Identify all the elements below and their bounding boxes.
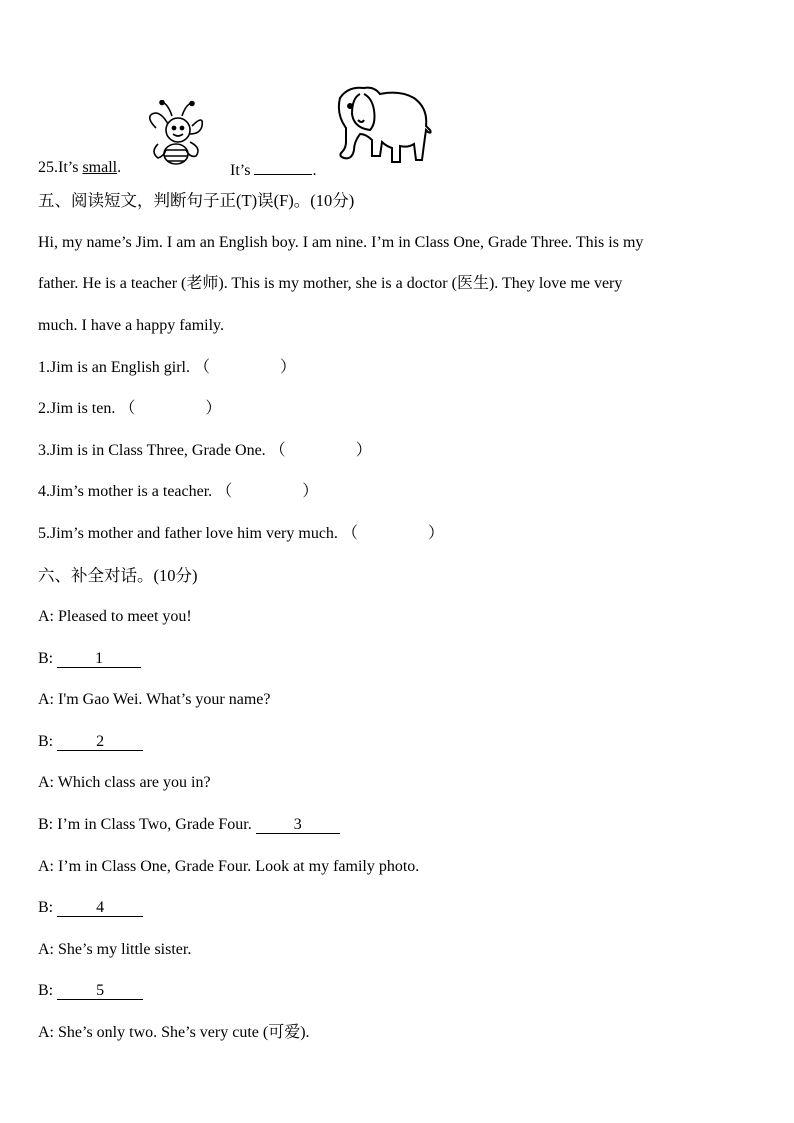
dialogue-line	[38, 773, 211, 793]
dialogue-line	[38, 815, 340, 835]
dialogue-line	[38, 940, 191, 960]
tf-question-text: 4.Jim’s mother is a teacher.	[38, 483, 213, 500]
answer-blank-1[interactable]: 1	[57, 651, 141, 668]
dialogue-text: I’m in Class Two, Grade Four.	[57, 816, 256, 833]
dialogue-line	[38, 898, 143, 918]
dialogue-text: I'm Gao Wei. What’s your name?	[58, 691, 271, 708]
passage-line-3: much. I have a happy family.	[38, 317, 225, 334]
paren-open: （	[269, 442, 286, 459]
dialogue-text: Which class are you in?	[57, 774, 211, 791]
speaker-label: B:	[38, 899, 58, 916]
q25-word: small	[82, 159, 118, 176]
question-25-second	[230, 158, 316, 181]
answer-parentheses[interactable]	[194, 358, 296, 378]
speaker-label: A:	[38, 858, 58, 875]
tf-question-2	[38, 399, 221, 419]
dialogue-line	[38, 981, 143, 1001]
dialogue-text: I’m in Class One, Grade Four. Look at my family photo.	[58, 858, 420, 875]
paren-close: ）	[427, 525, 444, 542]
dialogue-text: She’s my little sister.	[58, 941, 192, 958]
q25-second-prefix: It’s	[230, 162, 255, 179]
speaker-label: A:	[38, 1024, 58, 1041]
answer-blank-5[interactable]: 5	[57, 983, 143, 1000]
dialogue-line	[38, 649, 141, 669]
answer-blank-4[interactable]: 4	[57, 900, 143, 917]
passage-line-1: Hi, my name’s Jim. I am an English boy. I am nine. I’m in Class One, Grade Three. This is my	[38, 234, 644, 251]
dialogue-line	[38, 690, 271, 710]
dialogue-line	[38, 1023, 310, 1043]
bee-icon	[146, 100, 206, 170]
answer-parentheses[interactable]	[216, 482, 318, 502]
q25-dot: .	[117, 159, 122, 176]
dialogue-line	[38, 732, 143, 752]
speaker-label: A:	[38, 774, 58, 791]
elephant-icon	[330, 84, 434, 168]
q25-answer-blank[interactable]	[254, 158, 312, 175]
tf-question-3	[38, 441, 372, 461]
speaker-label: B:	[38, 733, 58, 750]
dialogue-text: Pleased to meet you!	[58, 608, 192, 625]
answer-parentheses[interactable]	[342, 524, 444, 544]
question-25	[38, 158, 121, 178]
dialogue-line	[38, 857, 419, 877]
paren-open: （	[194, 359, 211, 376]
speaker-label: B:	[38, 982, 58, 999]
section-6-heading: 六、补全对话。(10分)	[38, 566, 198, 585]
section-5-heading: 五、阅读短文，判断句子正(T)误(F)。(10分)	[38, 191, 355, 210]
speaker-label: B:	[38, 650, 58, 667]
paren-open: （	[341, 525, 358, 542]
tf-question-1	[38, 358, 296, 378]
tf-question-5	[38, 524, 444, 544]
answer-parentheses[interactable]	[270, 441, 372, 461]
speaker-label: A:	[38, 691, 58, 708]
dialogue-line	[38, 607, 192, 627]
tf-question-text: 3.Jim is in Class Three, Grade One.	[38, 442, 266, 459]
dialogue-text: She’s only two. She’s very cute (可爱).	[58, 1024, 310, 1041]
q25-prefix: 25.It’s	[38, 159, 83, 176]
answer-blank-3[interactable]: 3	[256, 817, 340, 834]
passage-line-2: father. He is a teacher (老师). This is my mother, she is a doctor (医生). They love me very	[38, 275, 623, 292]
speaker-label: A:	[38, 941, 58, 958]
speaker-label: B:	[38, 816, 58, 833]
tf-question-text: 1.Jim is an English girl.	[38, 359, 190, 376]
paren-close: ）	[355, 442, 372, 459]
paren-close: ）	[205, 400, 222, 417]
paren-open: （	[216, 483, 233, 500]
paren-open: （	[119, 400, 136, 417]
answer-parentheses[interactable]	[119, 399, 221, 419]
paren-close: ）	[280, 359, 297, 376]
speaker-label: A:	[38, 608, 58, 625]
tf-question-text: 2.Jim is ten.	[38, 400, 116, 417]
paren-close: ）	[302, 483, 319, 500]
answer-blank-2[interactable]: 2	[57, 734, 143, 751]
tf-question-4	[38, 482, 318, 502]
tf-question-text: 5.Jim’s mother and father love him very much.	[38, 525, 338, 542]
q25-second-suffix: .	[312, 162, 317, 179]
